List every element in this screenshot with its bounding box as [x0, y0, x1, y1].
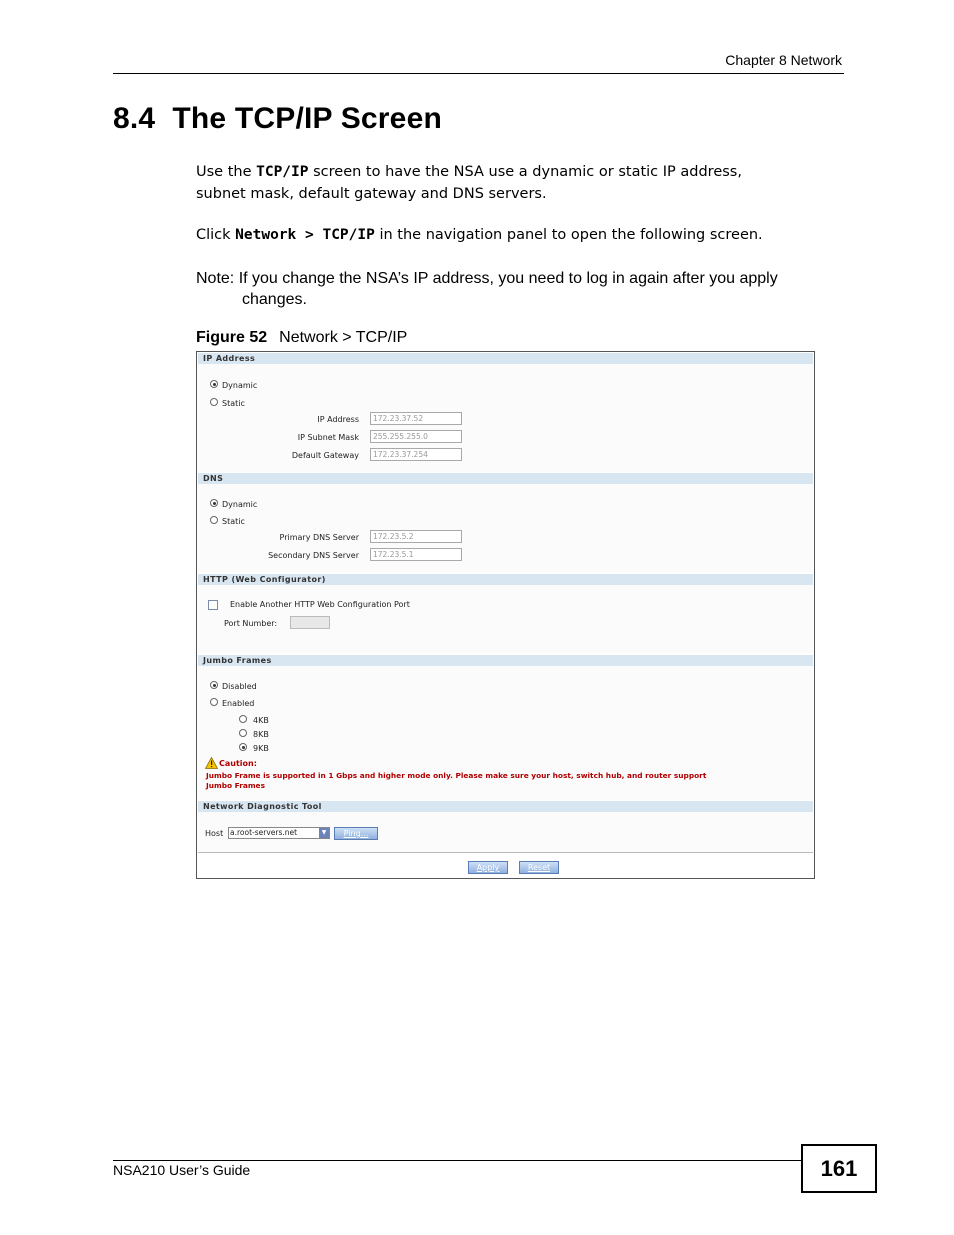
default-gateway-field[interactable]: 172.23.37.254 [370, 448, 462, 461]
default-gateway-label: Default Gateway [291, 451, 359, 460]
ip-static-label: Static [222, 399, 245, 408]
button-bar-divider [198, 852, 813, 853]
port-number-field[interactable] [290, 616, 330, 629]
intro-paragraph-2: Click Network > TCP/IP in the navigation panel to open the following screen. [196, 227, 763, 243]
host-label: Host [205, 829, 224, 838]
ip-dynamic-label: Dynamic [222, 381, 258, 390]
apply-button[interactable]: Apply [468, 861, 508, 874]
host-select-value: a.root-servers.net [230, 828, 298, 837]
jumbo-disabled-label: Disabled [222, 682, 257, 691]
dns-dynamic-label: Dynamic [222, 500, 258, 509]
ip-address-field[interactable]: 172.23.37.52 [370, 412, 462, 425]
host-select[interactable] [228, 827, 330, 839]
network-diagnostic-section-header: Network Diagnostic Tool [198, 801, 813, 812]
note: Note: If you change the NSA’s IP address, you need to log in again after you apply changes. [196, 270, 778, 308]
caution-line-2: Jumbo Frames [206, 781, 265, 790]
jumbo-enabled-label: Enabled [222, 699, 255, 708]
figure-caption: Figure 52 Network > TCP/IP [196, 329, 408, 346]
jumbo-enabled-radio[interactable] [210, 698, 218, 706]
jumbo-9kb-label: 9KB [253, 744, 269, 753]
secondary-dns-label: Secondary DNS Server [268, 551, 359, 560]
header-rule [113, 73, 844, 74]
chapter-header: Chapter 8 Network [725, 52, 842, 68]
primary-dns-field[interactable]: 172.23.5.2 [370, 530, 462, 543]
jumbo-9kb-radio[interactable] [239, 743, 247, 751]
section-title: 8.4 The TCP/IP Screen [113, 102, 442, 135]
page-number: 161 [801, 1144, 877, 1193]
dns-static-radio[interactable] [210, 516, 218, 524]
jumbo-disabled-radio[interactable] [210, 681, 218, 689]
secondary-dns-field[interactable]: 172.23.5.1 [370, 548, 462, 561]
tcpip-screen [196, 351, 815, 879]
http-enable-label: Enable Another HTTP Web Configuration Port [230, 600, 410, 609]
guide-name: NSA210 User’s Guide [113, 1162, 251, 1178]
ip-static-radio[interactable] [210, 398, 218, 406]
ip-address-label: IP Address [317, 415, 359, 424]
reset-button[interactable]: Reset [519, 861, 559, 874]
jumbo-4kb-label: 4KB [253, 716, 269, 725]
jumbo-4kb-radio[interactable] [239, 715, 247, 723]
caution-line-1: Jumbo Frame is supported in 1 Gbps and higher mode only. Please make sure your host, switch hub, and router support [206, 771, 707, 780]
warning-icon [205, 757, 218, 769]
footer-rule [113, 1160, 802, 1161]
chevron-down-icon[interactable]: ▼ [319, 828, 329, 838]
http-enable-checkbox[interactable] [208, 600, 218, 610]
dns-section-header: DNS [198, 473, 813, 484]
jumbo-frames-section-header: Jumbo Frames [198, 655, 813, 666]
port-number-label: Port Number: [224, 619, 278, 628]
caution-title: Caution: [219, 759, 257, 768]
dns-static-label: Static [222, 517, 245, 526]
ip-address-section-header: IP Address [198, 353, 813, 364]
jumbo-8kb-label: 8KB [253, 730, 269, 739]
http-section-header: HTTP (Web Configurator) [198, 574, 813, 585]
jumbo-8kb-radio[interactable] [239, 729, 247, 737]
subnet-mask-field[interactable]: 255.255.255.0 [370, 430, 462, 443]
primary-dns-label: Primary DNS Server [279, 533, 359, 542]
dns-dynamic-radio[interactable] [210, 499, 218, 507]
intro-paragraph-1: Use the TCP/IP screen to have the NSA use a dynamic or static IP address, subnet mask, default gateway and DNS servers. [196, 164, 742, 202]
subnet-mask-label: IP Subnet Mask [297, 433, 359, 442]
ping-button[interactable]: Ping... [334, 827, 378, 840]
ip-dynamic-radio[interactable] [210, 380, 218, 388]
